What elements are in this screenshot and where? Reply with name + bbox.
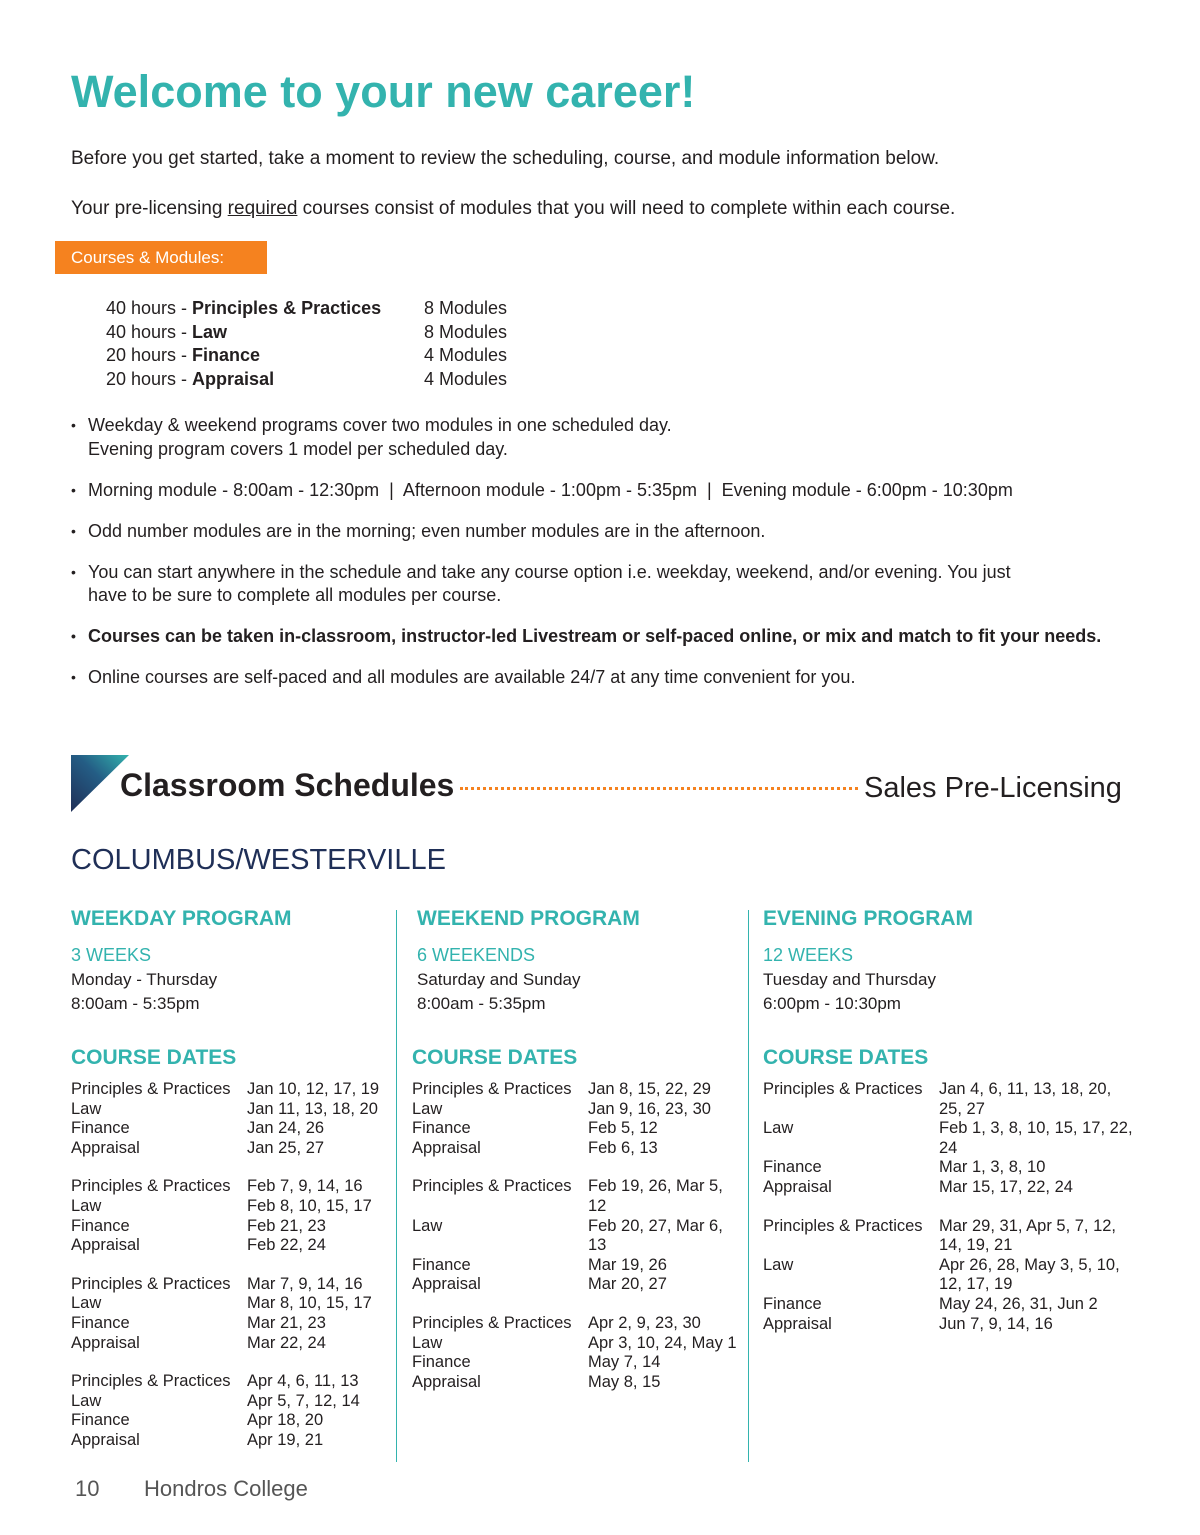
course-date-row	[763, 1158, 1163, 1178]
course-name: Principles & Practices	[763, 1080, 923, 1098]
course-dates: Feb 8, 10, 15, 17	[247, 1196, 372, 1215]
course-name: Law	[192, 321, 228, 342]
course-dates: Feb 1, 3, 8, 10, 15, 17, 22, 24	[939, 1119, 1133, 1157]
evening-course-dates	[763, 1080, 1163, 1353]
course-name: Appraisal	[412, 1138, 481, 1157]
course-dates: Jan 9, 16, 23, 30	[588, 1099, 711, 1118]
city-heading: COLUMBUS/WESTERVILLE	[71, 844, 446, 876]
course-name: Principles & Practices	[71, 1372, 231, 1391]
bullet-item: • You can start anywhere in the schedule and take any course option i.e. weekday, weekend, and/or evening. You just have to be sure to complete all modules per course.	[71, 561, 1161, 608]
course-name: Law	[412, 1333, 443, 1352]
course-date-group	[71, 1177, 391, 1255]
course-name: Appraisal	[71, 1333, 140, 1352]
weekend-course-dates-heading: COURSE DATES	[412, 1046, 578, 1069]
course-dates: Apr 3, 10, 24, May 1	[588, 1333, 737, 1352]
course-name: Finance	[412, 1353, 471, 1372]
course-name: Law	[71, 1294, 102, 1313]
course-date-row	[71, 1392, 391, 1412]
course-date-row	[71, 1275, 391, 1295]
course-dates: Mar 29, 31, Apr 5, 7, 12, 14, 19, 21	[939, 1216, 1117, 1255]
intro-required-text	[71, 198, 955, 220]
course-dates: Feb 6, 13	[588, 1138, 658, 1157]
course-dates: Feb 7, 9, 14, 16	[247, 1177, 363, 1196]
course-date-row	[71, 1372, 391, 1392]
course-date-group	[71, 1080, 391, 1158]
course-name: Finance	[71, 1119, 130, 1138]
course-row: 40 hours - Principles & Practices 8 Modules	[106, 297, 507, 321]
course-dates: Mar 7, 9, 14, 16	[247, 1274, 363, 1293]
course-name: Law	[412, 1216, 443, 1235]
info-bullets	[71, 414, 1161, 707]
course-name: Law	[763, 1255, 794, 1274]
course-date-row	[412, 1256, 744, 1276]
page-number: 10	[75, 1476, 100, 1501]
course-date-group	[71, 1275, 391, 1353]
course-name: Appraisal	[412, 1275, 481, 1294]
course-date-row	[71, 1217, 391, 1237]
course-dates: Jan 25, 27	[247, 1138, 325, 1157]
course-date-row	[71, 1236, 391, 1256]
course-dates: May 8, 15	[588, 1372, 661, 1391]
course-dates: Feb 5, 12	[588, 1119, 658, 1138]
course-name: Appraisal	[763, 1314, 832, 1333]
course-modules: 8 Modules	[424, 321, 508, 342]
course-date-row	[412, 1100, 744, 1120]
course-dates: Apr 2, 9, 23, 30	[588, 1313, 701, 1332]
course-date-row	[412, 1177, 744, 1216]
course-date-row	[71, 1334, 391, 1354]
course-modules: 4 Modules	[424, 369, 508, 390]
course-date-row	[412, 1353, 744, 1373]
course-name: Law	[71, 1391, 102, 1410]
course-date-row	[71, 1100, 391, 1120]
course-dates: Mar 20, 27	[588, 1275, 667, 1294]
course-date-row	[412, 1334, 744, 1354]
evening-duration: 12 WEEKS	[763, 945, 854, 965]
course-name: Finance	[412, 1255, 471, 1274]
course-dates: Jan 11, 13, 18, 20	[247, 1099, 378, 1118]
course-date-row	[763, 1256, 1163, 1295]
weekday-schedule-info: Monday - Thursday 8:00am - 5:35pm	[71, 970, 218, 1013]
course-date-row	[412, 1217, 744, 1256]
intro-text: Before you get started, take a moment to review the scheduling, course, and module information below.	[71, 148, 940, 169]
weekday-duration: 3 WEEKS	[71, 945, 152, 965]
course-row: 20 hours - Appraisal 4 Modules	[106, 368, 507, 392]
course-name: Appraisal	[71, 1138, 140, 1157]
course-name: Principles & Practices	[71, 1080, 231, 1098]
dotted-leader	[460, 787, 858, 790]
course-name: Finance	[71, 1411, 130, 1430]
course-date-group	[412, 1314, 744, 1392]
course-date-group	[412, 1177, 744, 1295]
intro-required-underlined: required	[227, 198, 298, 219]
course-name: Law	[412, 1099, 443, 1118]
course-dates: Apr 5, 7, 12, 14	[247, 1391, 360, 1410]
course-modules: 8 Modules	[424, 298, 508, 318]
course-name: Finance	[763, 1158, 822, 1177]
weekday-course-dates	[71, 1080, 391, 1470]
course-dates: May 24, 26, 31, Jun 2	[939, 1294, 1098, 1313]
intro-required-pre: Your pre-licensing	[71, 198, 228, 219]
footer-college-name: Hondros College	[144, 1476, 308, 1501]
evening-course-dates-heading: COURSE DATES	[763, 1046, 929, 1069]
course-dates: Jan 4, 6, 11, 13, 18, 20, 25, 27	[939, 1080, 1112, 1118]
schedules-title: Classroom Schedules	[120, 767, 455, 803]
bullet-item: • Online courses are self-paced and all modules are available 24/7 at any time convenient for you.	[71, 666, 1161, 690]
course-row: 40 hours - Law 8 Modules	[106, 321, 507, 345]
course-date-row	[71, 1294, 391, 1314]
evening-schedule-info: Tuesday and Thursday 6:00pm - 10:30pm	[763, 970, 936, 1013]
course-date-row	[412, 1373, 744, 1393]
course-name: Principles & Practices	[412, 1177, 572, 1196]
course-dates: Mar 1, 3, 8, 10	[939, 1158, 1046, 1177]
course-name: Law	[71, 1099, 102, 1118]
course-date-row	[412, 1139, 744, 1159]
course-dates: Feb 22, 24	[247, 1236, 326, 1255]
course-name: Law	[71, 1196, 102, 1215]
course-row: 20 hours - Finance 4 Modules	[106, 344, 507, 368]
course-name: Law	[763, 1119, 794, 1138]
course-name: Finance	[763, 1294, 822, 1313]
course-name: Appraisal	[763, 1177, 832, 1196]
course-name: Principles & Practices	[71, 1177, 231, 1196]
course-dates: Mar 15, 17, 22, 24	[939, 1177, 1073, 1196]
course-date-row	[71, 1411, 391, 1431]
course-date-group	[412, 1080, 744, 1158]
course-date-row	[71, 1177, 391, 1197]
course-modules: 4 Modules	[424, 345, 508, 366]
course-name: Principles & Practices	[412, 1313, 572, 1332]
course-dates: Jan 10, 12, 17, 19	[247, 1080, 380, 1098]
column-divider	[396, 910, 397, 1462]
course-date-row	[71, 1080, 391, 1100]
course-dates: Apr 19, 21	[247, 1430, 324, 1449]
course-name: Appraisal	[71, 1236, 140, 1255]
course-dates: Feb 21, 23	[247, 1216, 326, 1235]
course-name: Principles & Practices	[192, 298, 382, 318]
schedules-subtitle: Sales Pre-Licensing	[864, 772, 1122, 804]
course-date-row	[763, 1315, 1163, 1335]
course-date-row	[71, 1139, 391, 1159]
course-dates: May 7, 14	[588, 1353, 661, 1372]
course-date-row	[71, 1431, 391, 1451]
course-date-row	[412, 1080, 744, 1100]
page-title: Welcome to your new career!	[71, 66, 696, 117]
course-date-row	[412, 1119, 744, 1139]
course-name: Finance	[192, 345, 261, 366]
course-dates: Mar 19, 26	[588, 1255, 667, 1274]
course-date-row	[71, 1119, 391, 1139]
course-date-row	[412, 1275, 744, 1295]
course-date-row	[763, 1178, 1163, 1198]
course-date-row	[71, 1314, 391, 1334]
course-date-group	[763, 1217, 1163, 1335]
course-name: Principles & Practices	[763, 1216, 923, 1235]
course-date-row	[71, 1197, 391, 1217]
course-dates: Mar 22, 24	[247, 1333, 326, 1352]
weekend-program-heading: WEEKEND PROGRAM	[417, 907, 640, 930]
course-name: Principles & Practices	[71, 1274, 231, 1293]
bullet-item: • Courses can be taken in-classroom, instructor-led Livestream or self-paced online, or mix and match to fit your needs.	[71, 625, 1161, 649]
course-dates: Apr 26, 28, May 3, 5, 10, 12, 17, 19	[939, 1255, 1120, 1294]
column-divider	[748, 910, 749, 1462]
course-name: Appraisal	[192, 369, 275, 390]
course-name: Finance	[71, 1216, 130, 1235]
course-date-row	[412, 1314, 744, 1334]
course-dates: Feb 20, 27, Mar 6, 13	[588, 1216, 723, 1255]
weekend-duration: 6 WEEKENDS	[417, 945, 536, 965]
intro-required-post: courses consist of modules that you will need to complete within each course.	[297, 198, 956, 219]
course-name: Finance	[412, 1119, 471, 1138]
course-name: Appraisal	[412, 1372, 481, 1391]
course-dates: Jan 8, 15, 22, 29	[588, 1080, 711, 1098]
weekday-program-heading: WEEKDAY PROGRAM	[71, 907, 292, 930]
course-name: Principles & Practices	[412, 1080, 572, 1098]
course-dates: Mar 8, 10, 15, 17	[247, 1294, 372, 1313]
course-name: Appraisal	[71, 1430, 140, 1449]
course-date-group	[71, 1372, 391, 1450]
courses-modules-badge: Courses & Modules:	[55, 241, 267, 274]
bullet-item: • Odd number modules are in the morning; even number modules are in the afternoon.	[71, 520, 1161, 544]
course-dates: Jan 24, 26	[247, 1119, 325, 1138]
weekend-schedule-info: Saturday and Sunday 8:00am - 5:35pm	[417, 970, 581, 1013]
courses-list	[106, 297, 507, 392]
course-date-row	[763, 1295, 1163, 1315]
course-date-row	[763, 1119, 1163, 1158]
course-dates: Jun 7, 9, 14, 16	[939, 1314, 1053, 1333]
weekday-course-dates-heading: COURSE DATES	[71, 1046, 237, 1069]
course-date-group	[763, 1080, 1163, 1198]
course-dates: Mar 21, 23	[247, 1313, 326, 1332]
bullet-item: • Weekday & weekend programs cover two modules in one scheduled day. Evening program covers 1 model per scheduled day.	[71, 414, 1161, 461]
course-name: Finance	[71, 1313, 130, 1332]
course-date-row	[763, 1080, 1163, 1119]
course-dates: Feb 19, 26, Mar 5, 12	[588, 1177, 723, 1215]
weekend-course-dates	[412, 1080, 744, 1411]
course-date-row	[763, 1217, 1163, 1256]
course-dates: Apr 4, 6, 11, 13	[247, 1372, 359, 1391]
bullet-item: • Morning module - 8:00am - 12:30pm | Afternoon module - 1:00pm - 5:35pm | Evening module - 6:00pm - 10:30pm	[71, 479, 1161, 503]
course-dates: Apr 18, 20	[247, 1411, 324, 1430]
evening-program-heading: EVENING PROGRAM	[763, 907, 974, 930]
